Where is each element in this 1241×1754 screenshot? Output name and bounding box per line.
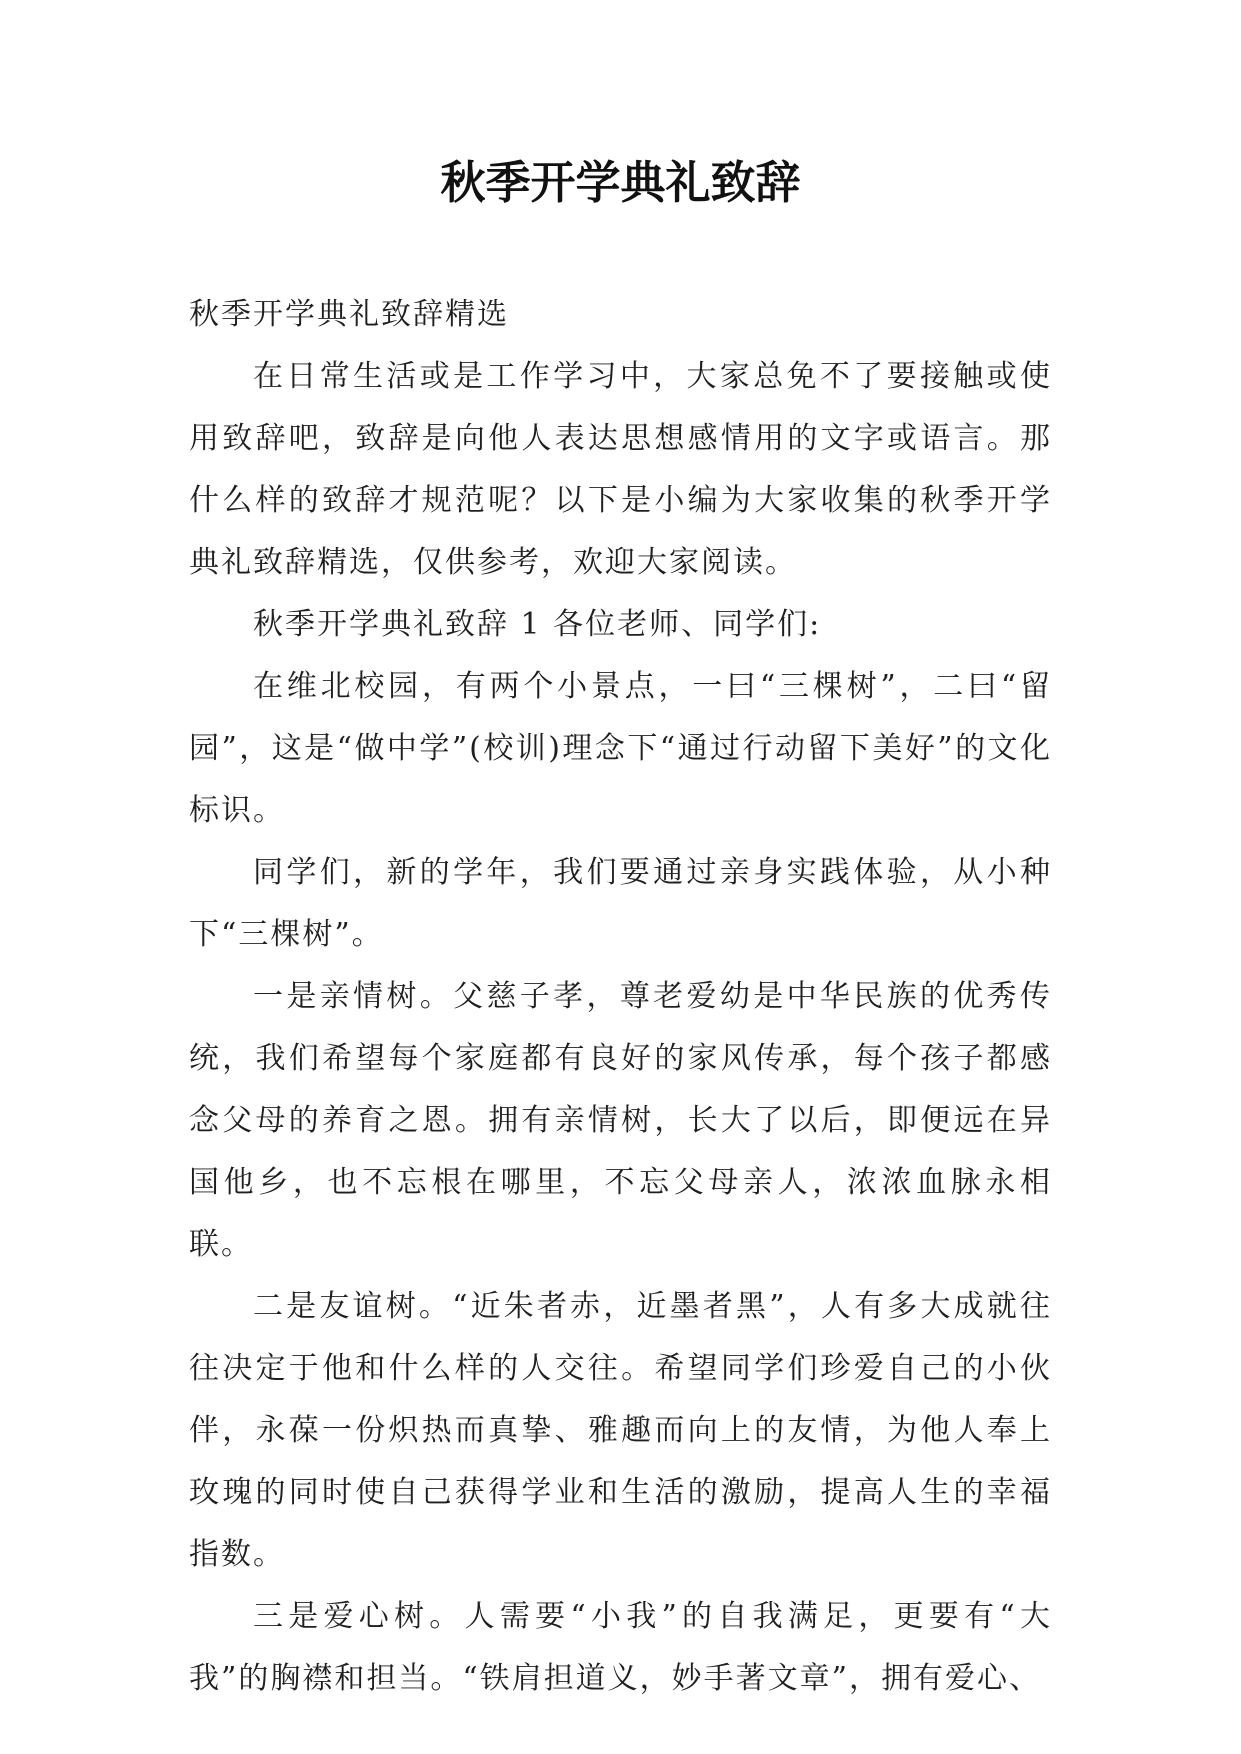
document-title: 秋季开学典礼致辞 (440, 156, 801, 209)
subtitle-line: 秋季开学典礼致辞精选 (189, 297, 509, 332)
paragraph-friendship-tree: 二是友谊树。“近朱者赤，近墨者黑”，人有多大成就往往决定于他和什么样的人交往。希望同学们珍爱自己的小伙伴，永葆一份炽热而真挚、雅趣而向上的友情，为他人奉上玫瑰的同时使自己获得学业和生活的激励，提高人生的幸福指数。 (189, 1289, 1052, 1572)
paragraph-speech-heading: 秋季开学典礼致辞 1 各位老师、同学们: (253, 607, 822, 642)
paragraph-campus: 在维北校园，有两个小景点，一曰“三棵树”，二曰“留园”，这是“做中学”(校训)理念下“通过行动留下美好”的文化标识。 (189, 669, 1052, 828)
paragraph-love-tree: 三是爱心树。人需要“小我”的自我满足，更要有“大我”的胸襟和担当。“铁肩担道义，妙手著文章”，拥有爱心、 (189, 1599, 1052, 1696)
paragraph-family-tree: 一是亲情树。父慈子孝，尊老爱幼是中华民族的优秀传统，我们希望每个家庭都有良好的家风传承，每个孩子都感念父母的养育之恩。拥有亲情树，长大了以后，即便远在异国他乡，也不忘根在哪里，不忘父母亲人，浓浓血脉永相联。 (189, 979, 1052, 1262)
paragraph-intro: 在日常生活或是工作学习中，大家总免不了要接触或使用致辞吧，致辞是向他人表达思想感情用的文字或语言。那什么样的致辞才规范呢？以下是小编为大家收集的秋季开学典礼致辞精选，仅供参考，欢迎大家阅读。 (189, 359, 1052, 580)
document-body (189, 284, 1052, 1710)
paragraph-three-trees: 同学们，新的学年，我们要通过亲身实践体验，从小种下“三棵树”。 (189, 855, 1052, 952)
